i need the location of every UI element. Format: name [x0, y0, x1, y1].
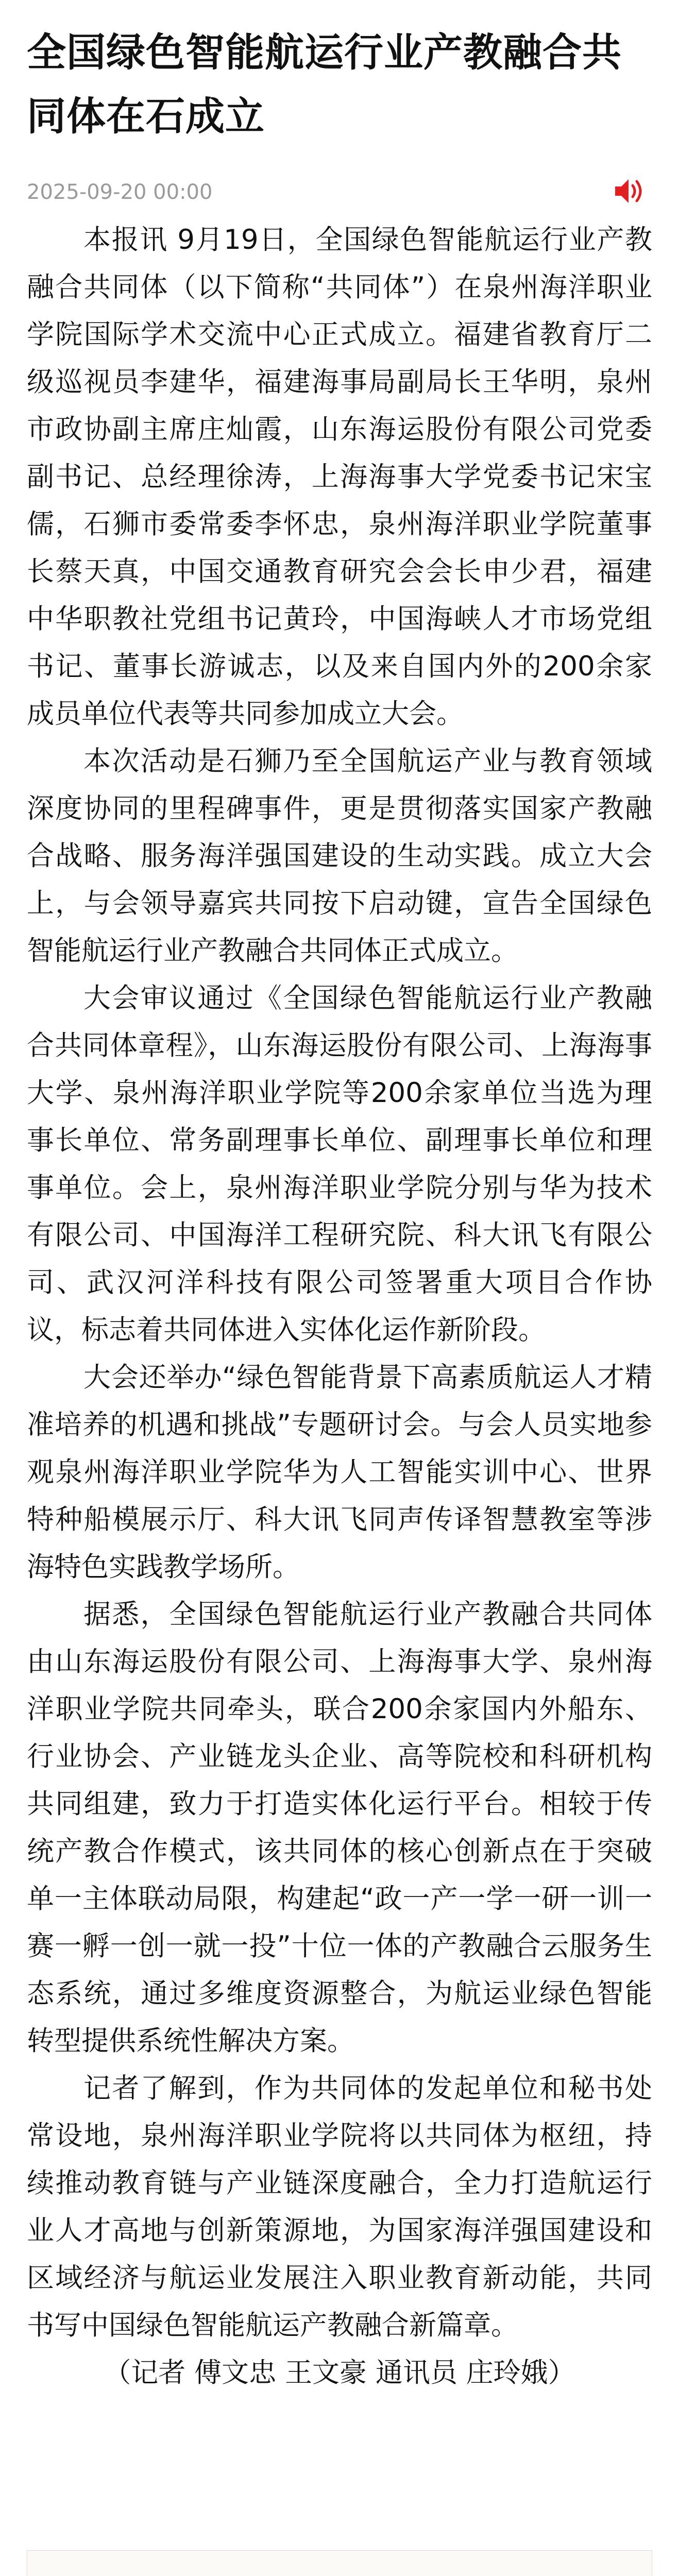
article-paragraph: 记者了解到，作为共同体的发起单位和秘书处常设地，泉州海洋职业学院将以共同体为枢纽，持续推动教育链与产业链深度融合，全力打造航运行业人才高地与创新策源地，为国家海洋强国建设和区域经济与航运业发展注入职业教育新动能，共同书写中国绿色智能航运产教融合新篇章。: [27, 2073, 652, 2341]
newspaper-front-page-image[interactable]: [27, 2550, 652, 2576]
speaker-volume-icon[interactable]: [611, 173, 647, 209]
article-paragraph: 本次活动是石狮乃至全国航运产业与教育领域深度协同的里程碑事件，更是贯彻落实国家产教融合战略、服务海洋强国建设的生动实践。成立大会上，与会领导嘉宾共同按下启动键，宣告全国绿色智能航运行业产教融合共同体正式成立。: [27, 745, 652, 967]
article-title: 全国绿色智能航运行业产教融合共同体在石成立: [27, 29, 622, 139]
article-date: 2025-09-20 00:00: [27, 180, 213, 204]
article-paragraph: 本报讯 9月19日，全国绿色智能航运行业产教融合共同体（以下简称“共同体”）在泉州海洋职业学院国际学术交流中心正式成立。福建省教育厅二级巡视员李建华，福建海事局副局长王华明，泉州市政协副主席庄灿霞，山东海运股份有限公司党委副书记、总经理徐涛，上海海事大学党委书记宋宝儒，石狮市委常委李怀忠，泉州海洋职业学院董事长蔡天真，中国交通教育研究会会长申少君，福建中华职教社党组书记黄玲，中国海峡人才市场党组书记、董事长游诚志，以及来自国内外的200余家成员单位代表等共同参加成立大会。: [27, 224, 652, 730]
newspaper-masthead: [187, 2571, 579, 2576]
article-paragraph: 据悉，全国绿色智能航运行业产教融合共同体由山东海运股份有限公司、上海海事大学、泉州海洋职业学院共同牵头，联合200余家国内外船东、行业协会、产业链龙头企业、高等院校和科研机构共同组建，致力于打造实体化运行平台。相较于传统产教合作模式，该共同体的核心创新点在于突破单一主体联动局限，构建起“政一产一学一研一训一赛一孵一创一就一投”十位一体的产教融合云服务生态系统，通过多维度资源整合，为航运业绿色智能转型提供系统性解决方案。: [27, 1599, 652, 2057]
article-paragraph: 大会审议通过《全国绿色智能航运行业产教融合共同体章程》，山东海运股份有限公司、上海海事大学、泉州海洋职业学院等200余家单位当选为理事长单位、常务副理事长单位、副理事长单位和理事单位。会上，泉州海洋职业学院分别与华为技术有限公司、中国海洋工程研究院、科大讯飞有限公司、武汉河洋科技有限公司签署重大项目合作协议，标志着共同体进入实体化运作新阶段。: [27, 982, 652, 1346]
article-byline: （记者 傅文忠 王文豪 通讯员 庄玲娥）: [104, 2357, 575, 2388]
article-body: [27, 216, 652, 2397]
article-paragraph: 大会还举办“绿色智能背景下高素质航运人才精准培养的机遇和挑战”专题研讨会。与会人员实地参观泉州海洋职业学院华为人工智能实训中心、世界特种船模展示厅、科大讯飞同声传译智慧教室等涉海特色实践教学场所。: [27, 1362, 652, 1583]
